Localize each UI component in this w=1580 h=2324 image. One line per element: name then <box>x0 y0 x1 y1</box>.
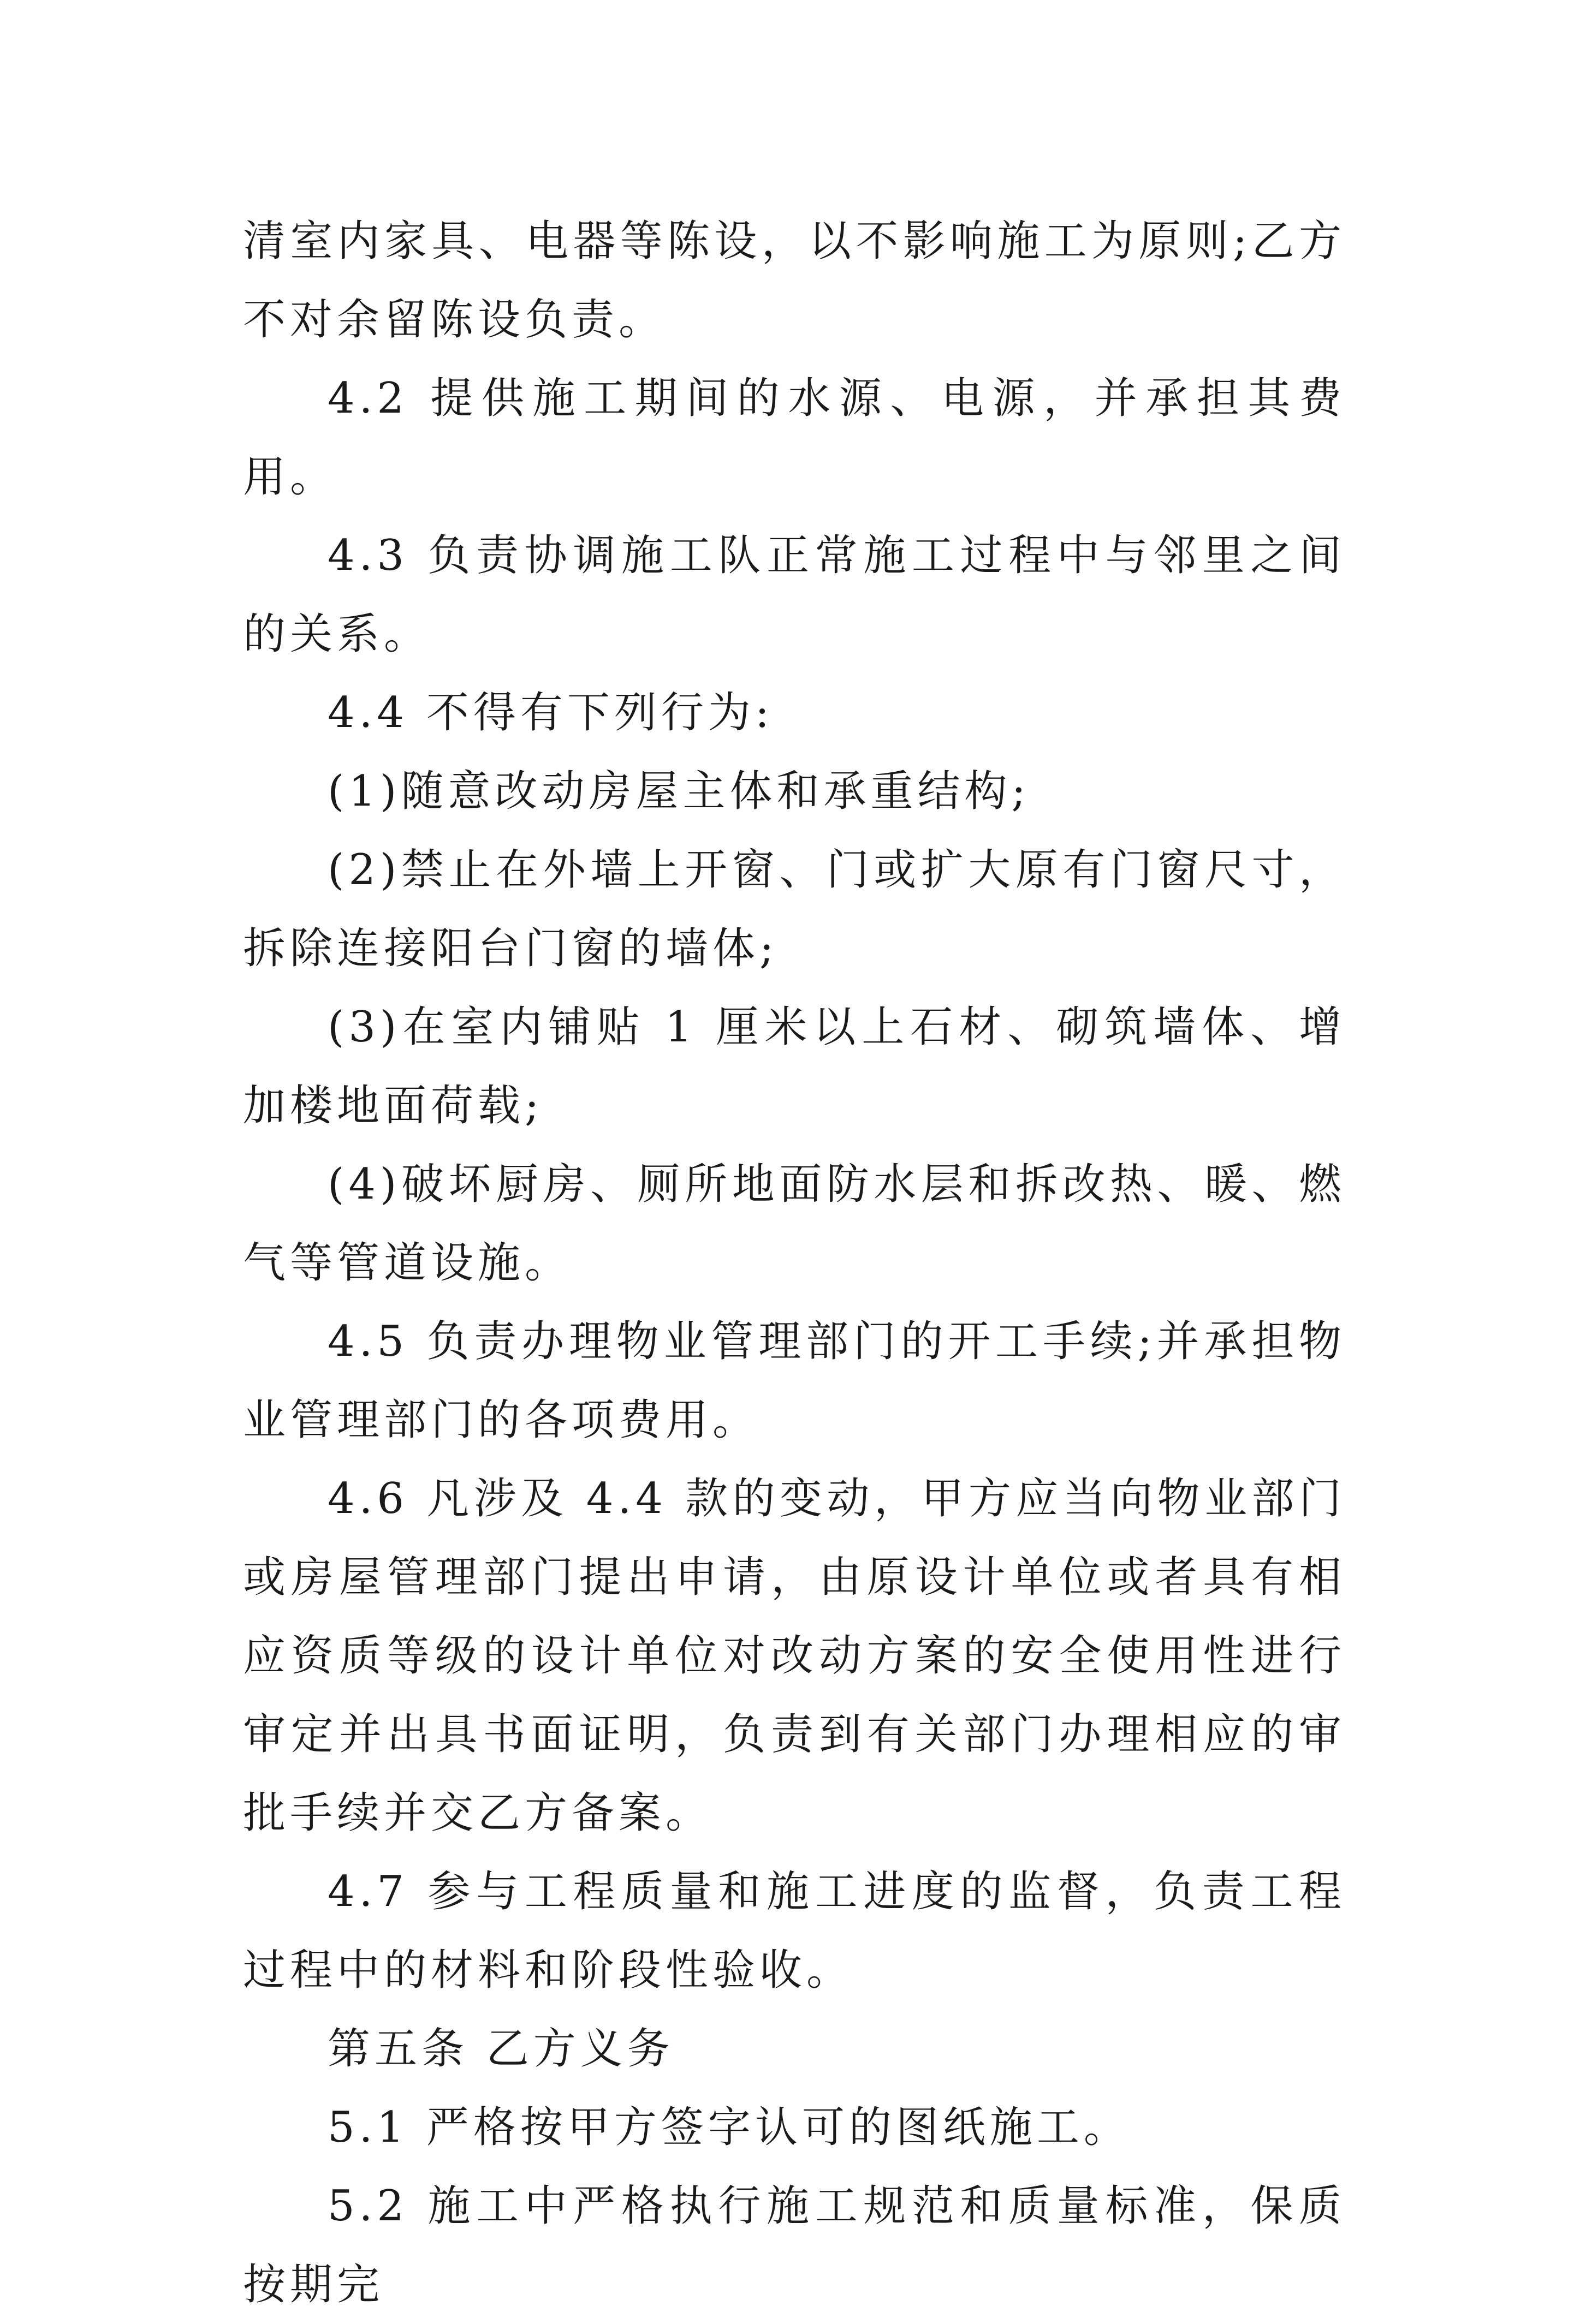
paragraph-4-4: 4.4 不得有下列行为: <box>328 688 774 737</box>
paragraph-4-7: 4.7 参与工程质量和施工进度的监督，负责工程过程中的材料和阶段性验收。 <box>243 1867 1346 1995</box>
section-heading-article-5: 第五条 乙方义务 <box>328 2024 674 2073</box>
paragraph-5-1: 5.1 严格按甲方签字认可的图纸施工。 <box>328 2103 1131 2152</box>
paragraph-4-5: 4.5 负责办理物业管理部门的开工手续;并承担物业管理部门的各项费用。 <box>243 1317 1346 1445</box>
list-item-3: (3)在室内铺贴 1 厘米以上石材、砌筑墙体、增加楼地面荷载; <box>243 1003 1346 1130</box>
list-item-1: (1)随意改动房屋主体和承重结构; <box>328 767 1030 816</box>
paragraph-4-6: 4.6 凡涉及 4.4 款的变动，甲方应当向物业部门或房屋管理部门提出申请，由原设计单位或者具有相应资质等级的设计单位对改动方案的安全使用性进行审定并出具书面证明，负责到有关部门办理相应的审批手续并交乙方备案。 <box>243 1474 1346 1838</box>
list-item-4: (4)破坏厨房、厕所地面防水层和拆改热、暖、燃气等管道设施。 <box>243 1160 1346 1288</box>
document-body <box>243 202 1346 2324</box>
list-item-2: (2)禁止在外墙上开窗、门或扩大原有门窗尺寸，拆除连接阳台门窗的墙体; <box>243 845 1346 973</box>
paragraph-5-2: 5.2 施工中严格执行施工规范和质量标准，保质按期完 <box>243 2182 1346 2309</box>
paragraph-continuation: 清室内家具、电器等陈设，以不影响施工为原则;乙方不对余留陈设负责。 <box>243 217 1346 344</box>
paragraph-4-2: 4.2 提供施工期间的水源、电源，并承担其费用。 <box>243 374 1346 502</box>
paragraph-4-3: 4.3 负责协调施工队正常施工过程中与邻里之间的关系。 <box>243 531 1346 659</box>
